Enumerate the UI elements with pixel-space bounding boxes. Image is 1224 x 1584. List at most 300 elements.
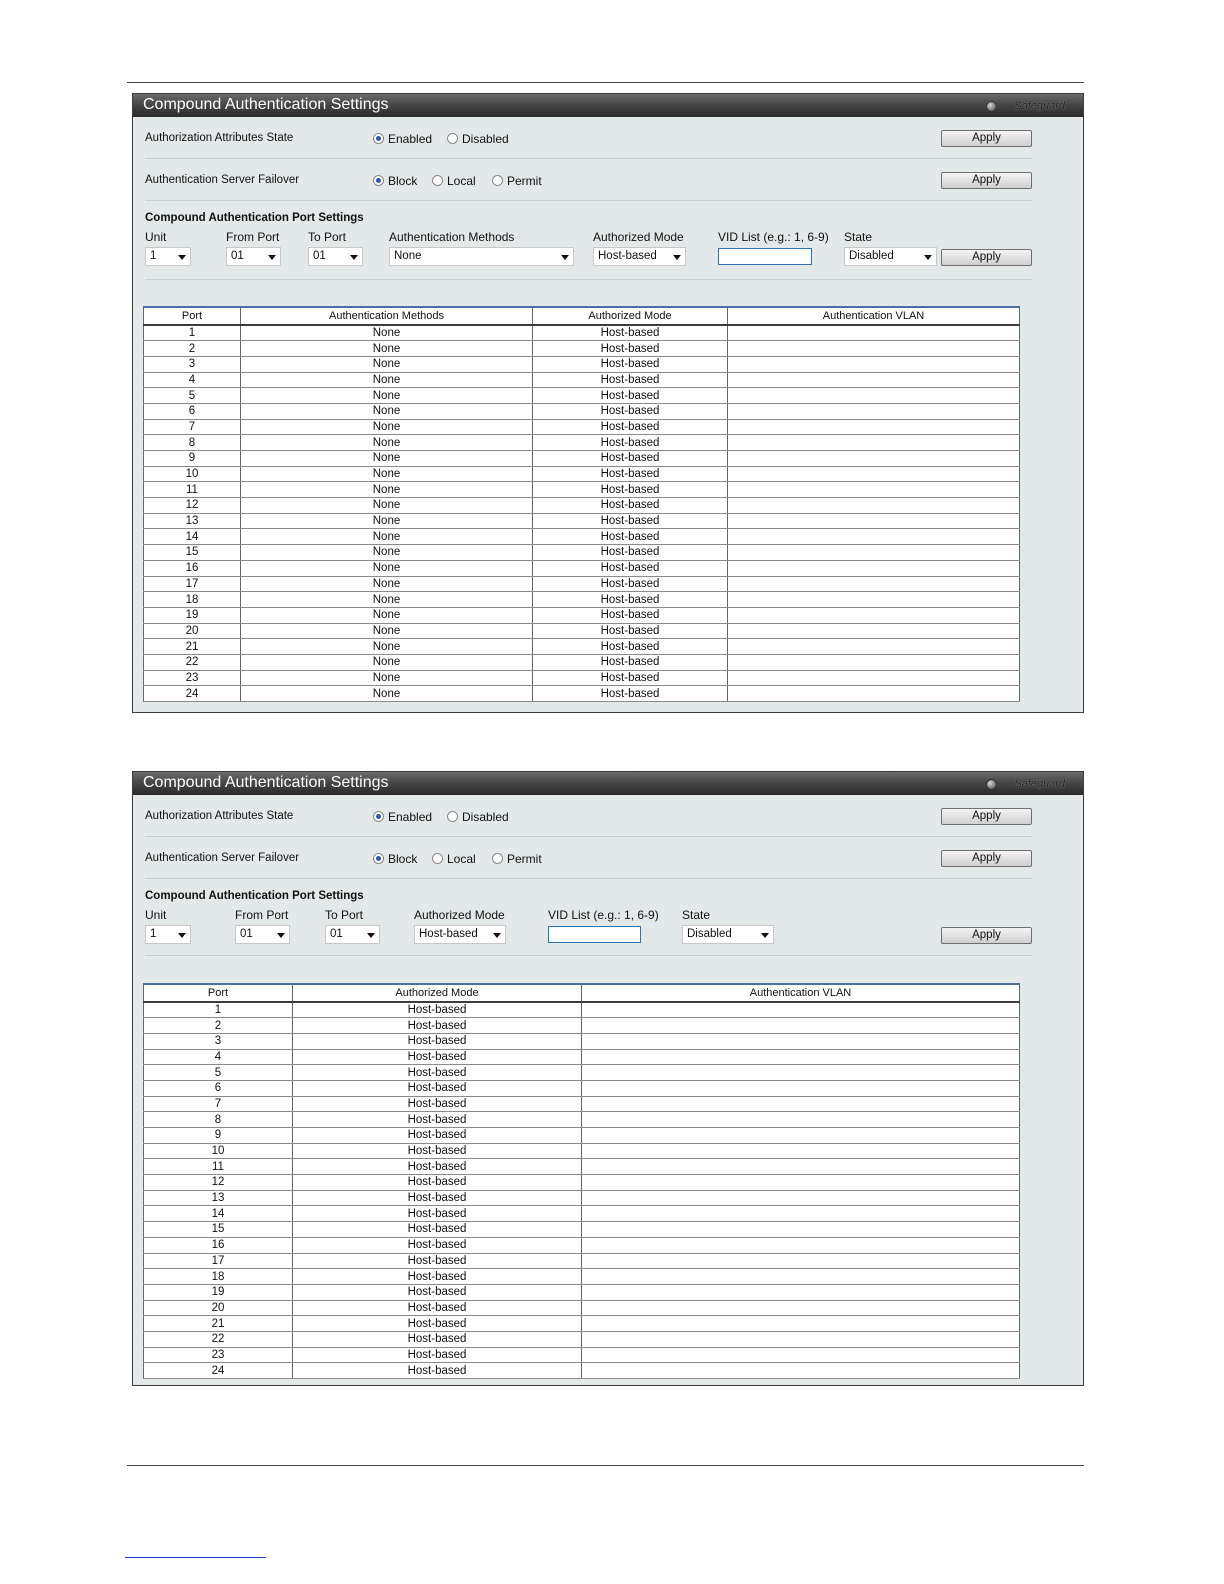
port-cell: 6 xyxy=(144,1080,293,1096)
table-row xyxy=(144,1112,1020,1128)
table-row xyxy=(144,1159,1020,1175)
vid-list-input[interactable] xyxy=(548,926,641,943)
chevron-down-icon xyxy=(277,933,285,938)
authorized-mode-cell: Host-based xyxy=(533,529,728,545)
authorized-mode-cell: Host-based xyxy=(293,1237,582,1253)
auth-vlan-cell xyxy=(728,341,1020,357)
table-row xyxy=(144,482,1020,498)
attr-state-apply-button[interactable]: Apply xyxy=(941,130,1032,147)
auth-vlan-cell xyxy=(582,1049,1020,1065)
table-row xyxy=(144,451,1020,467)
table-row xyxy=(144,1065,1020,1081)
port-cell: 19 xyxy=(144,607,241,623)
auth-methods-select[interactable]: None xyxy=(389,247,574,266)
port-table xyxy=(143,983,1020,1379)
authorized-mode-cell: Host-based xyxy=(293,1143,582,1159)
port-cell: 8 xyxy=(144,1112,293,1128)
port-cell: 12 xyxy=(144,1175,293,1191)
auth-methods-cell: None xyxy=(241,607,533,623)
table-row xyxy=(144,419,1020,435)
table-row xyxy=(144,388,1020,404)
auth-vlan-cell xyxy=(728,560,1020,576)
port-cell: 24 xyxy=(144,1363,293,1379)
port-cell: 15 xyxy=(144,545,241,561)
page-header-rule xyxy=(127,82,1084,83)
vid-list-input[interactable] xyxy=(718,248,812,265)
auth-vlan-cell xyxy=(728,451,1020,467)
from-port-label: From Port xyxy=(235,908,289,922)
auth-vlan-cell xyxy=(582,1284,1020,1300)
port-cell: 4 xyxy=(144,372,241,388)
radio-unselected-icon xyxy=(492,175,503,186)
page-footer-rule xyxy=(127,1465,1084,1466)
port-table xyxy=(143,306,1020,702)
table-row xyxy=(144,1331,1020,1347)
port-cell: 14 xyxy=(144,1206,293,1222)
port-cell: 18 xyxy=(144,1269,293,1285)
radio-unselected-icon xyxy=(432,853,443,864)
attr-state-label: Authorization Attributes State xyxy=(145,810,294,822)
auth-methods-cell: None xyxy=(241,513,533,529)
auth-methods-cell: None xyxy=(241,325,533,341)
authorized-mode-cell: Host-based xyxy=(533,513,728,529)
auth-vlan-cell xyxy=(582,1300,1020,1316)
auth-vlan-cell xyxy=(728,466,1020,482)
auth-methods-cell: None xyxy=(241,529,533,545)
port-cell: 1 xyxy=(144,1002,293,1018)
table-row xyxy=(144,513,1020,529)
authorized-mode-cell: Host-based xyxy=(533,686,728,702)
table-row xyxy=(144,592,1020,608)
table-row xyxy=(144,356,1020,372)
authorized-mode-cell: Host-based xyxy=(293,1002,582,1018)
authorized-mode-cell: Host-based xyxy=(293,1363,582,1379)
table-row xyxy=(144,372,1020,388)
radio-unselected-icon xyxy=(447,133,458,144)
port-cell: 2 xyxy=(144,341,241,357)
authorized-mode-cell: Host-based xyxy=(293,1018,582,1034)
table-row xyxy=(144,1269,1020,1285)
vid-list-label: VID List (e.g.: 1, 6-9) xyxy=(718,230,829,244)
failover-local-radio[interactable]: Local xyxy=(432,174,476,188)
auth-vlan-cell xyxy=(728,435,1020,451)
auth-vlan-cell xyxy=(728,325,1020,341)
authorized-mode-cell: Host-based xyxy=(293,1222,582,1238)
port-cell: 2 xyxy=(144,1018,293,1034)
panel-title: Compound Authentication Settings xyxy=(143,774,389,791)
auth-methods-cell: None xyxy=(241,498,533,514)
col-header-authorized-mode: Authorized Mode xyxy=(533,307,728,325)
divider xyxy=(145,158,1032,159)
authorized-mode-cell: Host-based xyxy=(293,1253,582,1269)
auth-methods-cell: None xyxy=(241,435,533,451)
authorized-mode-cell: Host-based xyxy=(293,1112,582,1128)
auth-vlan-cell xyxy=(728,482,1020,498)
authorized-mode-cell: Host-based xyxy=(533,388,728,404)
table-row xyxy=(144,1237,1020,1253)
chevron-down-icon xyxy=(673,255,681,260)
table-row xyxy=(144,1018,1020,1034)
to-port-select[interactable]: 01 xyxy=(325,925,380,944)
authorized-mode-cell: Host-based xyxy=(533,670,728,686)
auth-vlan-cell xyxy=(582,1096,1020,1112)
port-cell: 9 xyxy=(144,1128,293,1144)
col-header-auth-vlan: Authentication VLAN xyxy=(582,984,1020,1002)
radio-unselected-icon xyxy=(432,175,443,186)
authorized-mode-cell: Host-based xyxy=(533,623,728,639)
auth-methods-label: Authentication Methods xyxy=(389,230,515,244)
radio-selected-icon xyxy=(373,175,384,186)
auth-vlan-cell xyxy=(582,1237,1020,1253)
table-row xyxy=(144,1206,1020,1222)
table-row xyxy=(144,498,1020,514)
table-row xyxy=(144,341,1020,357)
port-cell: 18 xyxy=(144,592,241,608)
compound-auth-panel-without-methods xyxy=(132,771,1084,1386)
state-select[interactable]: Disabled xyxy=(682,925,774,944)
radio-selected-icon xyxy=(373,811,384,822)
panel-title: Compound Authentication Settings xyxy=(143,96,389,113)
auth-vlan-cell xyxy=(728,403,1020,419)
authorized-mode-cell: Host-based xyxy=(293,1300,582,1316)
authorized-mode-cell: Host-based xyxy=(533,654,728,670)
from-port-label: From Port xyxy=(226,230,280,244)
unit-select[interactable]: 1 xyxy=(145,925,191,944)
table-row xyxy=(144,654,1020,670)
table-row xyxy=(144,1222,1020,1238)
chevron-down-icon xyxy=(268,255,276,260)
chevron-down-icon xyxy=(924,255,932,260)
port-cell: 23 xyxy=(144,670,241,686)
auth-vlan-cell xyxy=(582,1316,1020,1332)
port-cell: 17 xyxy=(144,576,241,592)
failover-block-radio[interactable]: Block xyxy=(373,852,417,866)
port-cell: 9 xyxy=(144,451,241,467)
port-cell: 19 xyxy=(144,1284,293,1300)
port-settings-apply-button[interactable]: Apply xyxy=(941,249,1032,266)
port-cell: 16 xyxy=(144,1237,293,1253)
authorized-mode-cell: Host-based xyxy=(533,372,728,388)
table-row xyxy=(144,623,1020,639)
failover-permit-radio[interactable]: Permit xyxy=(492,852,542,866)
auth-methods-cell: None xyxy=(241,466,533,482)
table-row xyxy=(144,1049,1020,1065)
attr-state-enabled-radio[interactable]: Enabled xyxy=(373,132,432,146)
state-label: State xyxy=(844,230,873,244)
auth-vlan-cell xyxy=(582,1269,1020,1285)
auth-vlan-cell xyxy=(582,1018,1020,1034)
auth-vlan-cell xyxy=(582,1065,1020,1081)
auth-vlan-cell xyxy=(582,1143,1020,1159)
table-row xyxy=(144,1096,1020,1112)
authorized-mode-cell: Host-based xyxy=(533,576,728,592)
table-row xyxy=(144,670,1020,686)
failover-block-radio[interactable]: Block xyxy=(373,174,417,188)
chevron-down-icon xyxy=(350,255,358,260)
authorized-mode-cell: Host-based xyxy=(293,1096,582,1112)
port-cell: 22 xyxy=(144,654,241,670)
authorized-mode-cell: Host-based xyxy=(293,1049,582,1065)
table-row xyxy=(144,1253,1020,1269)
col-header-port: Port xyxy=(144,984,293,1002)
state-select[interactable]: Disabled xyxy=(844,247,937,266)
auth-methods-cell: None xyxy=(241,403,533,419)
authorized-mode-cell: Host-based xyxy=(293,1159,582,1175)
auth-vlan-cell xyxy=(728,639,1020,655)
auth-vlan-cell xyxy=(728,654,1020,670)
auth-vlan-cell xyxy=(728,356,1020,372)
authorized-mode-cell: Host-based xyxy=(533,435,728,451)
to-port-select[interactable]: 01 xyxy=(308,247,363,266)
authorized-mode-cell: Host-based xyxy=(293,1175,582,1191)
table-row xyxy=(144,529,1020,545)
divider xyxy=(145,878,1032,879)
table-row xyxy=(144,1033,1020,1049)
safeguard-label: Safeguard xyxy=(1014,100,1065,112)
port-settings-title: Compound Authentication Port Settings xyxy=(145,212,364,224)
from-port-select[interactable]: 01 xyxy=(226,247,281,266)
authorized-mode-cell: Host-based xyxy=(293,1206,582,1222)
auth-vlan-cell xyxy=(582,1002,1020,1018)
failover-apply-button[interactable]: Apply xyxy=(941,172,1032,189)
failover-label: Authentication Server Failover xyxy=(145,174,300,186)
authorized-mode-cell: Host-based xyxy=(533,482,728,498)
authorized-mode-cell: Host-based xyxy=(533,419,728,435)
authorized-mode-cell: Host-based xyxy=(293,1284,582,1300)
authorized-mode-select[interactable]: Host-based xyxy=(414,925,506,944)
authorized-mode-cell: Host-based xyxy=(293,1065,582,1081)
port-cell: 21 xyxy=(144,639,241,655)
vid-list-label: VID List (e.g.: 1, 6-9) xyxy=(548,908,659,922)
auth-methods-cell: None xyxy=(241,623,533,639)
to-port-label: To Port xyxy=(308,230,347,244)
port-cell: 4 xyxy=(144,1049,293,1065)
authorized-mode-cell: Host-based xyxy=(533,607,728,623)
port-settings-title: Compound Authentication Port Settings xyxy=(145,890,364,902)
port-cell: 12 xyxy=(144,498,241,514)
table-row xyxy=(144,325,1020,341)
table-header-row xyxy=(144,984,1020,1002)
auth-vlan-cell xyxy=(728,419,1020,435)
auth-methods-cell: None xyxy=(241,419,533,435)
table-row xyxy=(144,560,1020,576)
port-cell: 6 xyxy=(144,403,241,419)
divider xyxy=(145,200,1032,201)
divider xyxy=(145,955,1032,956)
auth-vlan-cell xyxy=(728,498,1020,514)
attr-state-apply-button[interactable]: Apply xyxy=(941,808,1032,825)
authorized-mode-label: Authorized Mode xyxy=(414,908,505,922)
port-cell: 21 xyxy=(144,1316,293,1332)
port-cell: 10 xyxy=(144,1143,293,1159)
auth-methods-cell: None xyxy=(241,576,533,592)
authorized-mode-cell: Host-based xyxy=(293,1347,582,1363)
authorized-mode-cell: Host-based xyxy=(533,341,728,357)
table-row xyxy=(144,1284,1020,1300)
authorized-mode-cell: Host-based xyxy=(533,356,728,372)
port-cell: 13 xyxy=(144,1190,293,1206)
port-cell: 8 xyxy=(144,435,241,451)
port-cell: 20 xyxy=(144,623,241,639)
chevron-down-icon xyxy=(367,933,375,938)
auth-vlan-cell xyxy=(728,623,1020,639)
port-cell: 24 xyxy=(144,686,241,702)
safeguard-label: Safeguard xyxy=(1014,778,1065,790)
port-cell: 23 xyxy=(144,1347,293,1363)
table-row xyxy=(144,1128,1020,1144)
radio-selected-icon xyxy=(373,133,384,144)
footnote-rule xyxy=(125,1557,266,1558)
auth-vlan-cell xyxy=(728,545,1020,561)
auth-methods-cell: None xyxy=(241,482,533,498)
panel-titlebar xyxy=(133,772,1083,795)
radio-selected-icon xyxy=(373,853,384,864)
state-label: State xyxy=(682,908,711,922)
authorized-mode-cell: Host-based xyxy=(293,1080,582,1096)
port-cell: 5 xyxy=(144,1065,293,1081)
port-cell: 17 xyxy=(144,1253,293,1269)
table-row xyxy=(144,545,1020,561)
auth-methods-cell: None xyxy=(241,592,533,608)
chevron-down-icon xyxy=(493,933,501,938)
table-row xyxy=(144,1143,1020,1159)
auth-vlan-cell xyxy=(582,1222,1020,1238)
table-row xyxy=(144,1002,1020,1018)
chevron-down-icon xyxy=(561,255,569,260)
authorized-mode-cell: Host-based xyxy=(533,498,728,514)
port-cell: 20 xyxy=(144,1300,293,1316)
port-cell: 10 xyxy=(144,466,241,482)
port-cell: 13 xyxy=(144,513,241,529)
auth-vlan-cell xyxy=(582,1331,1020,1347)
port-cell: 7 xyxy=(144,419,241,435)
table-row xyxy=(144,639,1020,655)
failover-local-radio[interactable]: Local xyxy=(432,852,476,866)
radio-unselected-icon xyxy=(492,853,503,864)
auth-vlan-cell xyxy=(582,1080,1020,1096)
auth-methods-cell: None xyxy=(241,356,533,372)
authorized-mode-cell: Host-based xyxy=(293,1316,582,1332)
failover-label: Authentication Server Failover xyxy=(145,852,300,864)
auth-methods-cell: None xyxy=(241,654,533,670)
port-cell: 14 xyxy=(144,529,241,545)
attr-state-disabled-radio[interactable]: Disabled xyxy=(447,132,509,146)
auth-vlan-cell xyxy=(728,576,1020,592)
table-row xyxy=(144,1347,1020,1363)
port-cell: 1 xyxy=(144,325,241,341)
table-row xyxy=(144,435,1020,451)
authorized-mode-cell: Host-based xyxy=(533,545,728,561)
to-port-label: To Port xyxy=(325,908,364,922)
table-row xyxy=(144,466,1020,482)
auth-methods-cell: None xyxy=(241,686,533,702)
auth-vlan-cell xyxy=(728,388,1020,404)
auth-vlan-cell xyxy=(582,1347,1020,1363)
auth-methods-cell: None xyxy=(241,388,533,404)
authorized-mode-cell: Host-based xyxy=(533,451,728,467)
auth-vlan-cell xyxy=(728,686,1020,702)
auth-vlan-cell xyxy=(582,1159,1020,1175)
table-row xyxy=(144,1363,1020,1379)
port-cell: 16 xyxy=(144,560,241,576)
authorized-mode-cell: Host-based xyxy=(533,403,728,419)
authorized-mode-select[interactable]: Host-based xyxy=(593,247,686,266)
authorized-mode-cell: Host-based xyxy=(533,639,728,655)
col-header-auth-vlan: Authentication VLAN xyxy=(728,307,1020,325)
authorized-mode-cell: Host-based xyxy=(533,466,728,482)
table-row xyxy=(144,1190,1020,1206)
auth-vlan-cell xyxy=(728,529,1020,545)
divider xyxy=(145,836,1032,837)
attr-state-label: Authorization Attributes State xyxy=(145,132,294,144)
table-header-row xyxy=(144,307,1020,325)
table-row xyxy=(144,1175,1020,1191)
auth-vlan-cell xyxy=(728,372,1020,388)
radio-unselected-icon xyxy=(447,811,458,822)
auth-vlan-cell xyxy=(728,670,1020,686)
auth-vlan-cell xyxy=(728,607,1020,623)
authorized-mode-cell: Host-based xyxy=(293,1033,582,1049)
unit-select[interactable]: 1 xyxy=(145,247,191,266)
compound-auth-panel-with-methods xyxy=(132,93,1084,713)
failover-permit-radio[interactable]: Permit xyxy=(492,174,542,188)
auth-methods-cell: None xyxy=(241,545,533,561)
auth-vlan-cell xyxy=(582,1253,1020,1269)
auth-methods-cell: None xyxy=(241,670,533,686)
unit-label: Unit xyxy=(145,908,167,922)
table-row xyxy=(144,403,1020,419)
chevron-down-icon xyxy=(178,255,186,260)
port-cell: 11 xyxy=(144,482,241,498)
chevron-down-icon xyxy=(178,933,186,938)
auth-vlan-cell xyxy=(582,1206,1020,1222)
panel-titlebar xyxy=(133,94,1083,117)
auth-vlan-cell xyxy=(582,1112,1020,1128)
from-port-select[interactable]: 01 xyxy=(235,925,290,944)
table-row xyxy=(144,1300,1020,1316)
port-cell: 3 xyxy=(144,1033,293,1049)
col-header-authorized-mode: Authorized Mode xyxy=(293,984,582,1002)
chevron-down-icon xyxy=(761,933,769,938)
auth-methods-cell: None xyxy=(241,639,533,655)
auth-methods-cell: None xyxy=(241,341,533,357)
authorized-mode-cell: Host-based xyxy=(293,1128,582,1144)
auth-vlan-cell xyxy=(582,1128,1020,1144)
port-settings-apply-button[interactable]: Apply xyxy=(941,927,1032,944)
attr-state-disabled-radio[interactable]: Disabled xyxy=(447,810,509,824)
port-cell: 7 xyxy=(144,1096,293,1112)
table-row xyxy=(144,607,1020,623)
auth-vlan-cell xyxy=(582,1190,1020,1206)
table-row xyxy=(144,1080,1020,1096)
authorized-mode-label: Authorized Mode xyxy=(593,230,684,244)
port-cell: 22 xyxy=(144,1331,293,1347)
auth-methods-cell: None xyxy=(241,451,533,467)
auth-vlan-cell xyxy=(582,1175,1020,1191)
authorized-mode-cell: Host-based xyxy=(533,560,728,576)
authorized-mode-cell: Host-based xyxy=(293,1269,582,1285)
auth-vlan-cell xyxy=(728,592,1020,608)
attr-state-enabled-radio[interactable]: Enabled xyxy=(373,810,432,824)
safeguard-indicator-icon xyxy=(986,779,997,790)
authorized-mode-cell: Host-based xyxy=(293,1331,582,1347)
table-row xyxy=(144,1316,1020,1332)
failover-apply-button[interactable]: Apply xyxy=(941,850,1032,867)
auth-vlan-cell xyxy=(728,513,1020,529)
safeguard-indicator-icon xyxy=(986,101,997,112)
port-cell: 3 xyxy=(144,356,241,372)
auth-methods-cell: None xyxy=(241,560,533,576)
